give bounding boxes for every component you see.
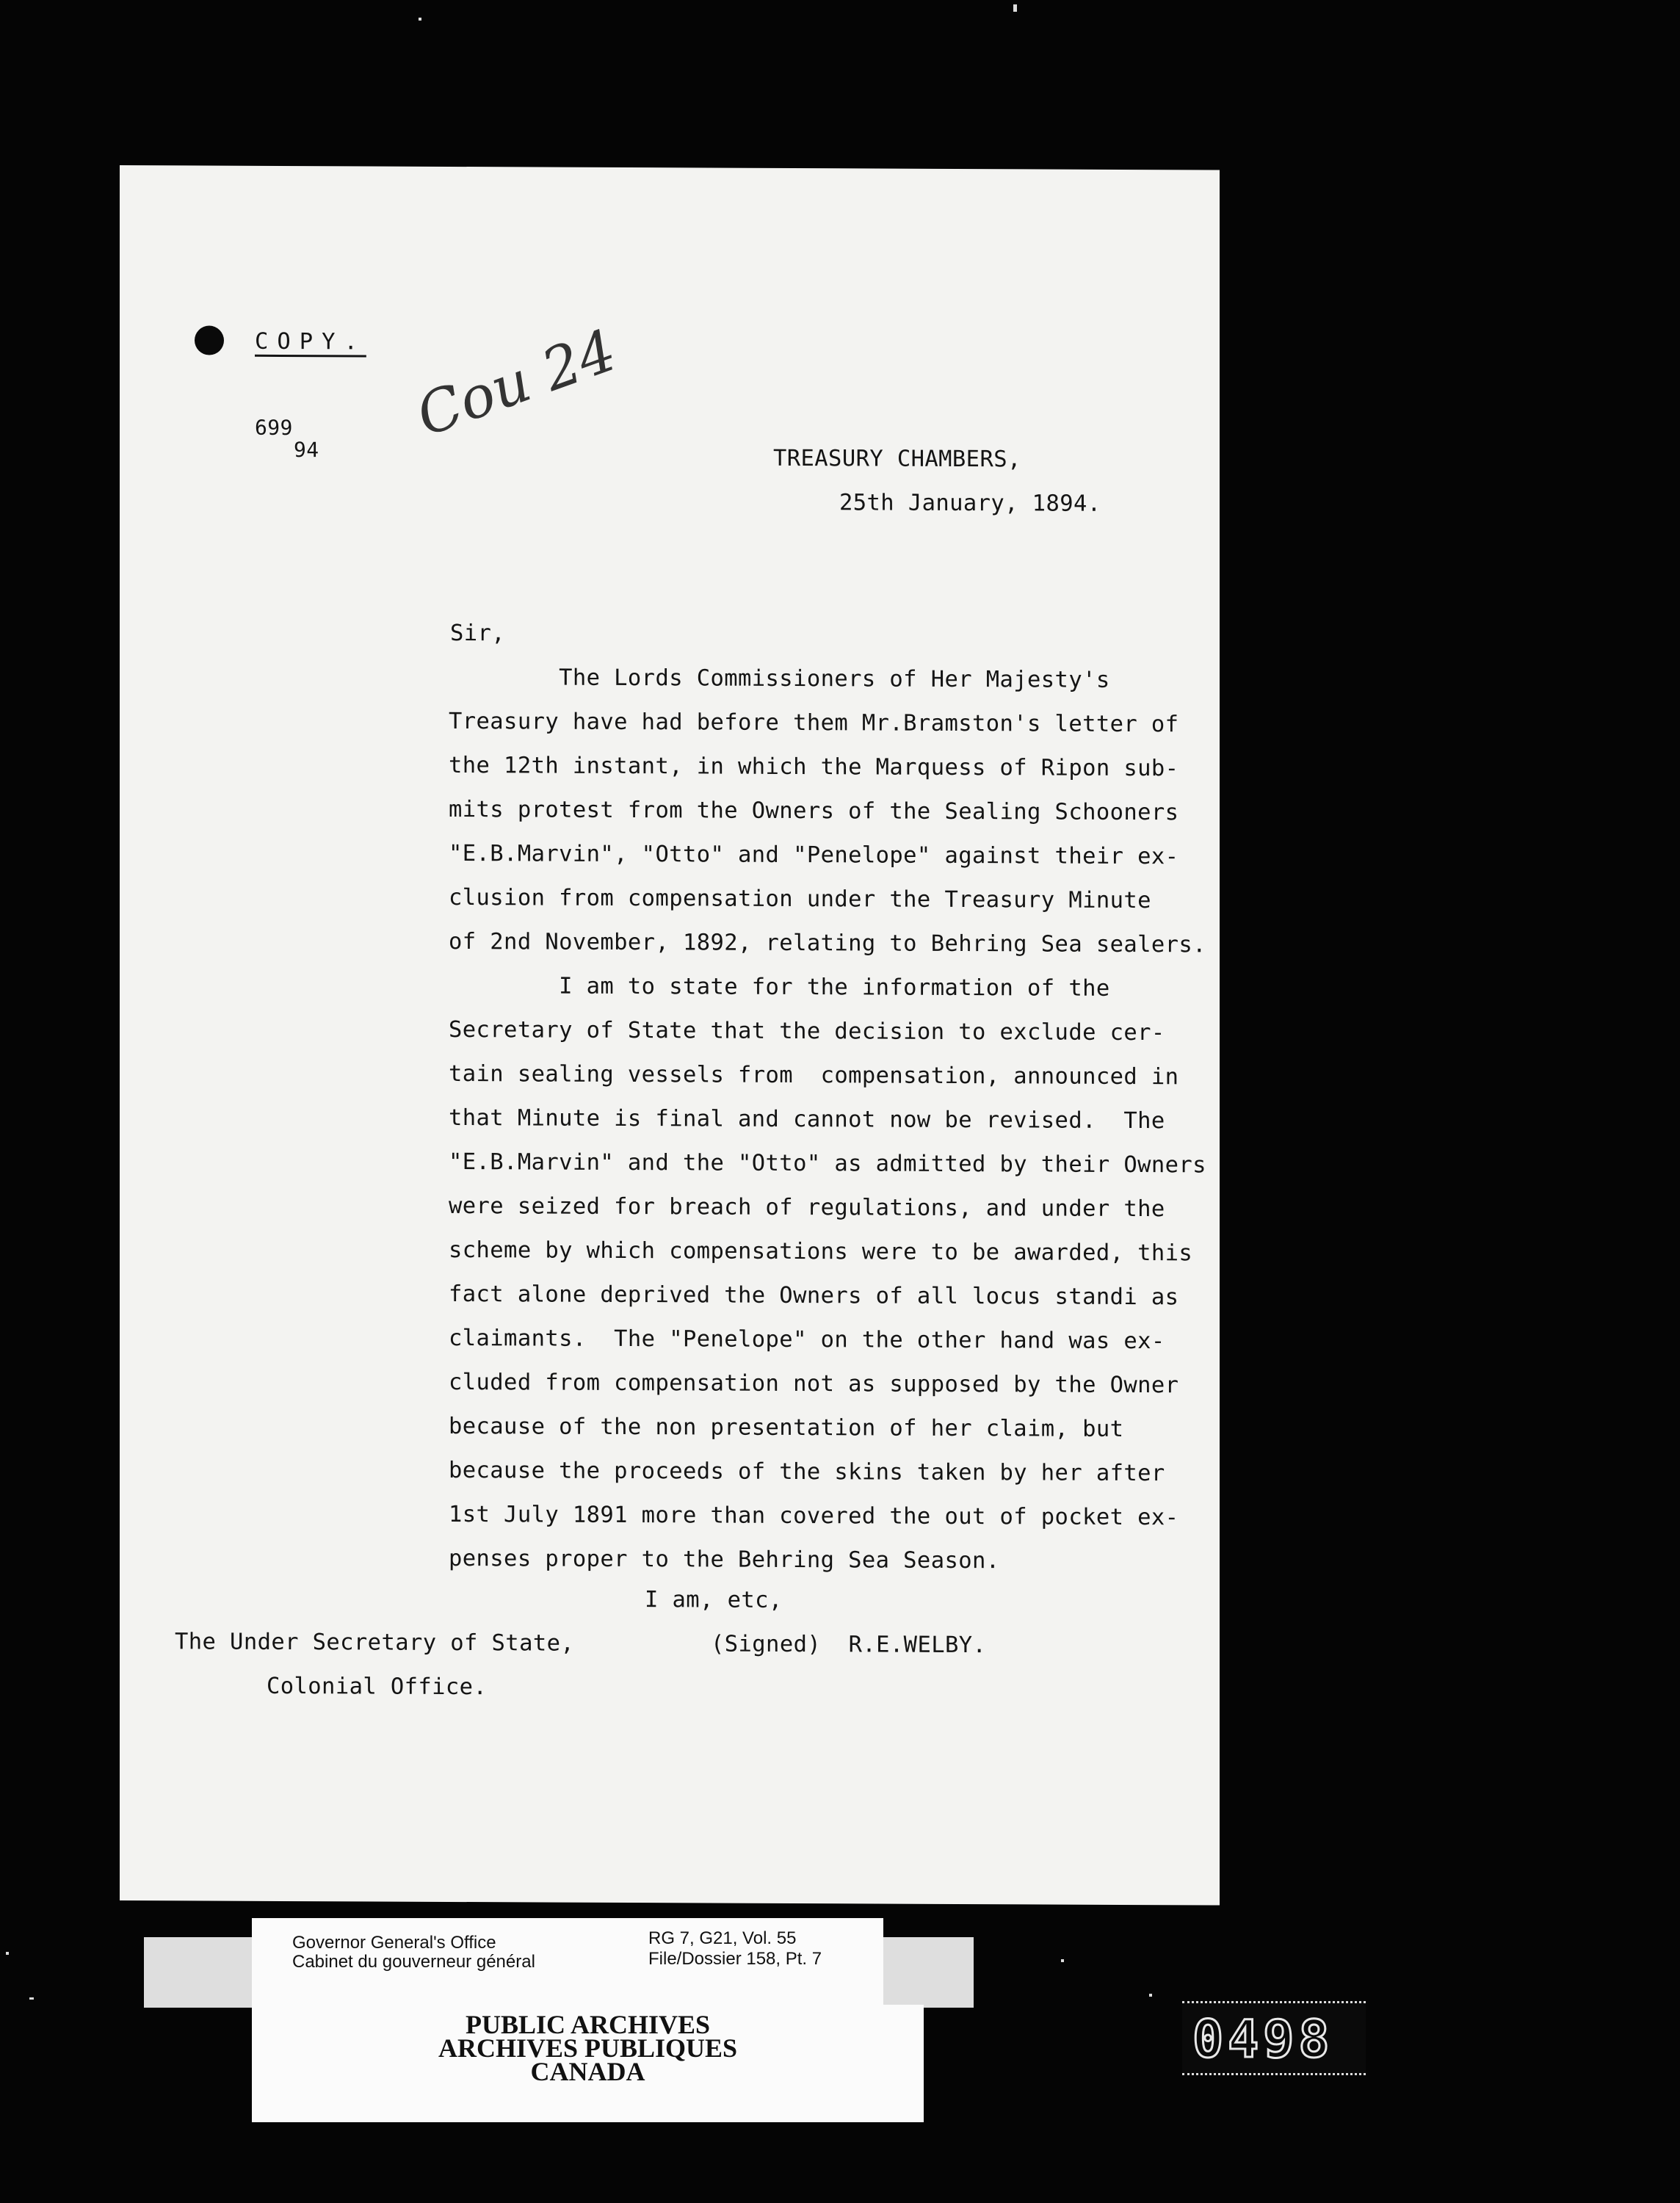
- body-line: 1st July 1891 more than covered the out of pocket ex-: [449, 1501, 1179, 1531]
- archive-label: [252, 1918, 883, 2005]
- body-line: The Lords Commissioners of Her Majesty's: [449, 664, 1110, 693]
- closing: I am, etc,: [645, 1587, 783, 1613]
- punch-hole: [195, 325, 224, 355]
- handwritten-note: Cou 24: [408, 317, 625, 450]
- body-line: "E.B.Marvin", "Otto" and "Penelope" against their ex-: [449, 840, 1179, 870]
- archives-line-english: PUBLIC ARCHIVES: [465, 2010, 711, 2039]
- body-line: that Minute is final and cannot now be revised. The: [449, 1104, 1165, 1135]
- office-french: Cabinet du gouverneur général: [292, 1952, 535, 1972]
- archives-line-country: CANADA: [530, 2057, 645, 2086]
- body-line: Secretary of State that the decision to exclude cer-: [449, 1016, 1165, 1046]
- film-speck: [1013, 4, 1017, 12]
- sender-address: TREASURY CHAMBERS,: [773, 445, 1021, 473]
- film-speck: [6, 1952, 9, 1955]
- body-line: claimants. The "Penelope" on the other hand was ex-: [449, 1325, 1165, 1355]
- frame-number: [1182, 2001, 1366, 2075]
- recipient-office: Colonial Office.: [267, 1673, 488, 1701]
- body-line: penses proper to the Behring Sea Season.: [449, 1545, 1000, 1574]
- body-line: I am to state for the information of the: [449, 972, 1110, 1002]
- body-line: clusion from compensation under the Treasury Minute: [449, 884, 1151, 914]
- recipient-title: The Under Secretary of State,: [175, 1629, 575, 1657]
- body-line: tain sealing vessels from compensation, announced in: [449, 1060, 1179, 1090]
- film-speck: [29, 1997, 34, 2000]
- copy-label: COPY.: [255, 328, 366, 355]
- file-reference: File/Dossier 158, Pt. 7: [648, 1949, 822, 1969]
- body-line: mits protest from the Owners of the Sealing Schooners: [449, 796, 1179, 826]
- office-english: Governor General's Office: [292, 1933, 496, 1953]
- salutation: Sir,: [450, 620, 506, 647]
- signature: (Signed) R.E.WELBY.: [711, 1631, 987, 1659]
- reference-number-top: 699: [255, 415, 293, 441]
- body-line: of 2nd November, 1892, relating to Behring Sea sealers.: [449, 928, 1206, 958]
- body-line: were seized for breach of regulations, and under the: [449, 1193, 1165, 1223]
- record-group-reference: RG 7, G21, Vol. 55: [648, 1928, 797, 1948]
- letter-page: [120, 165, 1220, 1906]
- body-line: "E.B.Marvin" and the "Otto" as admitted by their Owners: [449, 1148, 1206, 1179]
- body-line: because of the non presentation of her claim, but: [449, 1413, 1124, 1442]
- body-line: scheme by which compensations were to be awarded, this: [449, 1237, 1193, 1267]
- reference-number-bottom: 94: [294, 438, 319, 463]
- frame-number-text: 0498: [1192, 2009, 1334, 2069]
- body-line: because the proceeds of the skins taken by her after: [449, 1457, 1165, 1487]
- body-line: fact alone deprived the Owners of all locus standi as: [449, 1281, 1179, 1311]
- body-line: cluded from compensation not as supposed by the Owner: [449, 1369, 1179, 1399]
- film-speck: [419, 18, 421, 21]
- archives-line-french: ARCHIVES PUBLIQUES: [438, 2033, 738, 2063]
- film-speck: [1149, 1994, 1152, 1997]
- letter-date: 25th January, 1894.: [839, 490, 1101, 517]
- body-line: the 12th instant, in which the Marquess of Ripon sub-: [449, 752, 1179, 782]
- film-speck: [1061, 1959, 1064, 1962]
- body-line: Treasury have had before them Mr.Bramston's letter of: [449, 708, 1179, 738]
- archives-stamp: [252, 2005, 924, 2122]
